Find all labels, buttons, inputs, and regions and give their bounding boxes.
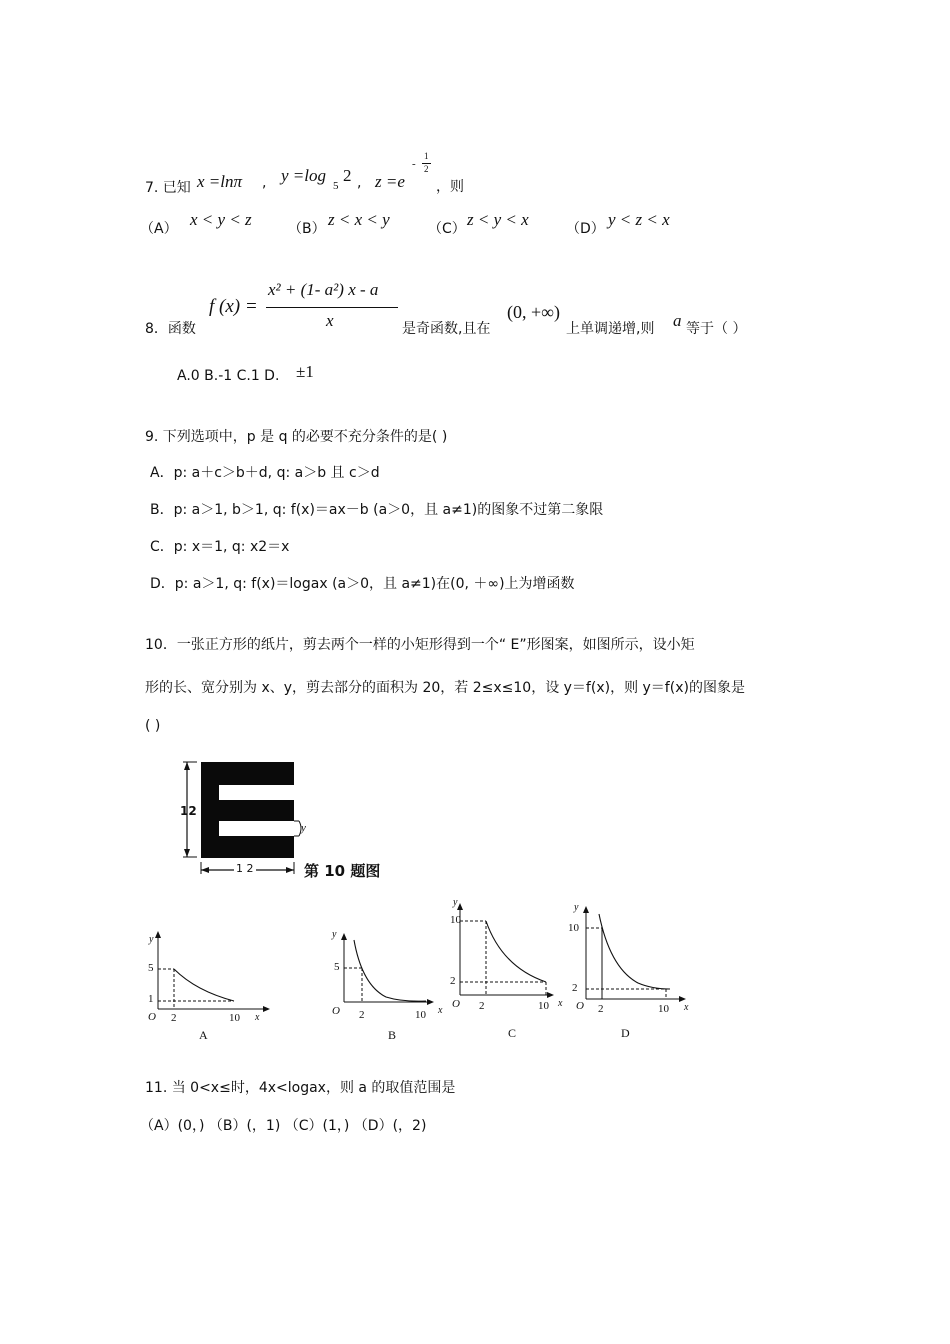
graph-a-origin: O [148,1011,156,1023]
graph-b-xtick-2: 2 [359,1009,365,1021]
q7-comma1: , [262,175,267,191]
q10-graph-b [326,925,446,1045]
graph-c-ytick-2: 2 [450,975,456,987]
graph-b-xtick-10: 10 [415,1009,426,1021]
graph-b-ytick-5: 5 [334,961,340,973]
graph-b-origin: O [332,1005,340,1017]
q9-stem: 9. 下列选项中，p 是 q 的必要不充分条件的是( ) [145,429,448,445]
q10-graph-c [446,895,566,1045]
graph-c-xtick-10: 10 [538,1000,549,1012]
q7-x-expr: x =lnπ [197,172,243,191]
graph-a-ytick-5: 5 [148,962,154,974]
graph-a-x-axis: x [255,1012,260,1023]
q7-y-base: 5 [333,180,339,192]
graph-a-xtick-2: 2 [171,1012,177,1024]
q7-option-a-expr: x < y < z [190,210,252,229]
q7-y-expr: y =log [281,166,326,185]
graph-c-x-axis: x [558,998,563,1009]
q8-interval: (0, +∞) [507,302,560,322]
q7-option-a-label: （A） [140,221,178,237]
q7-option-b-expr: z < x < y [328,210,390,229]
graph-d-ytick-10: 10 [568,922,579,934]
q10-line-3: ( ) [145,718,161,734]
graph-a-y-axis: y [149,934,154,945]
q8-var: a [673,311,682,330]
graph-a-ytick-1: 1 [148,993,154,1005]
q8-mid2: 上单调递增,则 [566,321,655,337]
graph-d-y-axis: y [574,902,579,913]
graph-b-y-axis: y [332,929,337,940]
q7-comma2: , [357,175,362,191]
q9-option-d: D．p: a＞1, q: f(x)＝logax (a＞0，且 a≠1)在(0, ＋∞)上为增函数 [150,576,575,592]
q8-f-lhs: f (x) = [209,296,258,317]
q8-numerator: x² + (1- a²) x - a [268,280,379,299]
q8-fraction-bar [266,307,398,308]
q7-z-exp-den: 2 [424,164,429,174]
q8-choice-d: ±1 [296,362,314,381]
q8-mid: 是奇函数,且在 [402,321,491,337]
q8-suffix: 等于（ ） [686,321,747,337]
graph-c-ytick-10: 10 [450,914,461,926]
q11-stem: 11. 当 0<x≤时，4x<logax，则 a 的取值范围是 [145,1080,456,1096]
q7-z-exp-num: 1 [424,151,429,161]
graph-a-label: A [199,1028,208,1042]
graph-b-x-axis: x [438,1005,443,1016]
graph-d-xtick-2: 2 [598,1003,604,1015]
q7-z-exp-sign: - [412,158,416,170]
q10-graph-d [566,898,696,1045]
graph-d-xtick-10: 10 [658,1003,669,1015]
q7-option-b-label: （B） [288,221,326,237]
graph-d-origin: O [576,1000,584,1012]
q10-dim-right: y [301,822,306,834]
graph-b-label: B [388,1028,397,1042]
q7-option-c-label: （C） [428,221,466,237]
q10-dim-bottom: 1 2 [236,862,254,875]
graph-d-x-axis: x [684,1002,689,1013]
q10-line-1: 10．一张正方形的纸片，剪去两个一样的小矩形得到一个“ E”形图案，如图所示，设小矩 [145,637,695,653]
q10-dim-side: 12 [180,804,197,818]
q9-option-b: B．p: a＞1, b＞1, q: f(x)＝ax－b (a＞0，且 a≠1)的图象不过第二象限 [150,502,604,518]
graph-a-xtick-10: 10 [229,1012,240,1024]
graph-c-y-axis: y [453,897,458,908]
q10-graph-a [140,925,280,1045]
q7-suffix: ，则 [436,179,464,195]
graph-c-label: C [508,1026,517,1040]
graph-c-origin: O [452,998,460,1010]
q10-figure-caption: 第 10 题图 [304,862,381,880]
q7-option-d-expr: y < z < x [608,210,670,229]
q10-line-2: 形的长、宽分别为 x、y，剪去部分的面积为 20，若 2≤x≤10，设 y＝f(x)，则 y＝f(x)的图象是 [145,680,745,696]
q7-prefix: 7. 已知 [145,180,191,196]
q8-choices: A.0 B.-1 C.1 D. [177,368,280,384]
q11-options: （A）(0，) （B）(，1) （C）(1，) （D）(，2) [140,1118,427,1134]
q9-option-c: C．p: x＝1, q: x2＝x [150,539,290,555]
graph-c-xtick-2: 2 [479,1000,485,1012]
q7-option-d-label: （D） [566,221,605,237]
graph-d-label: D [621,1026,630,1040]
graph-d-ytick-2: 2 [572,982,578,994]
q8-denominator: x [326,311,334,330]
q9-option-a: A．p: a＋c＞b＋d, q: a＞b 且 c＞d [150,465,380,481]
q7-z-expr: z =e [375,172,405,191]
q7-option-c-expr: z < y < x [467,210,529,229]
q8-prefix: 8．函数 [145,321,196,337]
q7-y-arg: 2 [343,166,352,185]
